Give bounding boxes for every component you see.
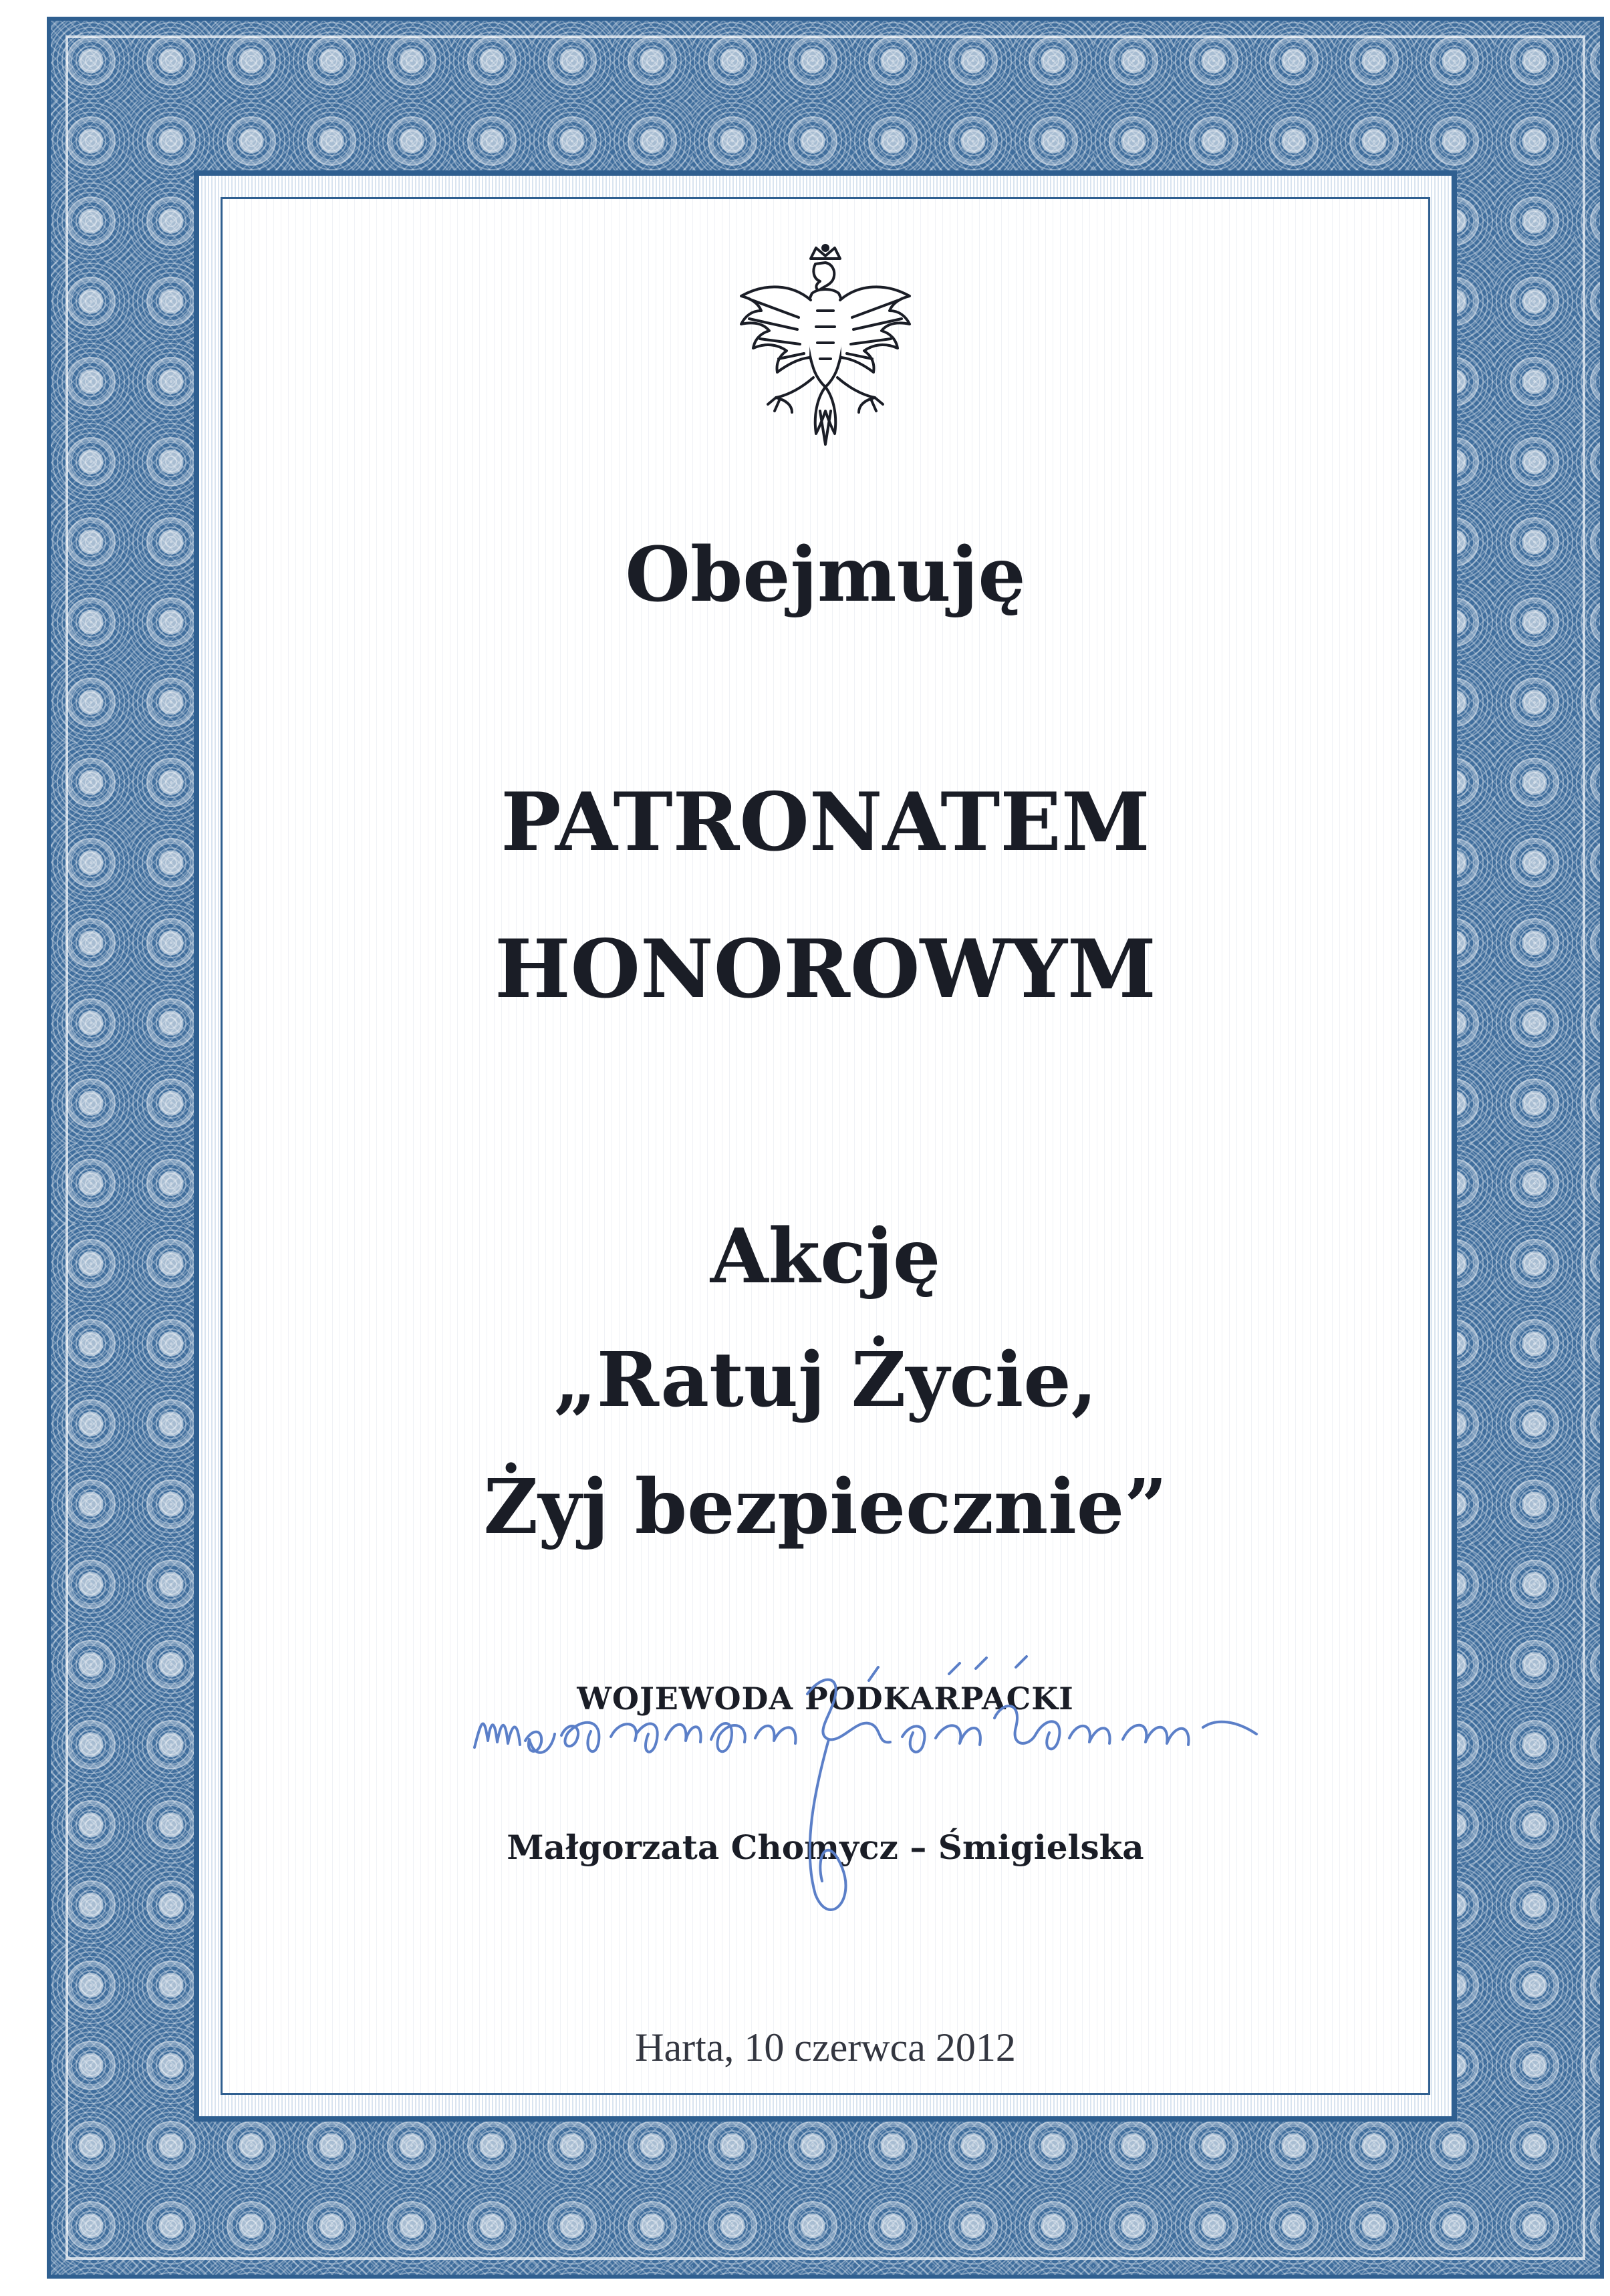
certificate-content xyxy=(221,197,1430,2095)
signatory-name: Małgorzata Chomycz – Śmigielska xyxy=(507,1828,1144,1867)
signatory-office: WOJEWODA PODKARPACKI xyxy=(577,1681,1074,1717)
place-and-date: Harta, 10 czerwca 2012 xyxy=(635,2025,1016,2069)
subject-line-2: „Ratuj Życie, xyxy=(553,1336,1097,1424)
subject-line-3: Żyj bezpiecznie” xyxy=(483,1463,1168,1551)
heading-main-line-2: HONOROWYM xyxy=(495,922,1156,1016)
subject-line-1: Akcję xyxy=(710,1213,941,1300)
heading-main-line-1: PATRONATEM xyxy=(501,775,1150,869)
heading-intro: Obejmuję xyxy=(625,531,1026,619)
polish-eagle-emblem-icon xyxy=(725,244,926,451)
handwritten-signature xyxy=(468,1654,1270,1934)
